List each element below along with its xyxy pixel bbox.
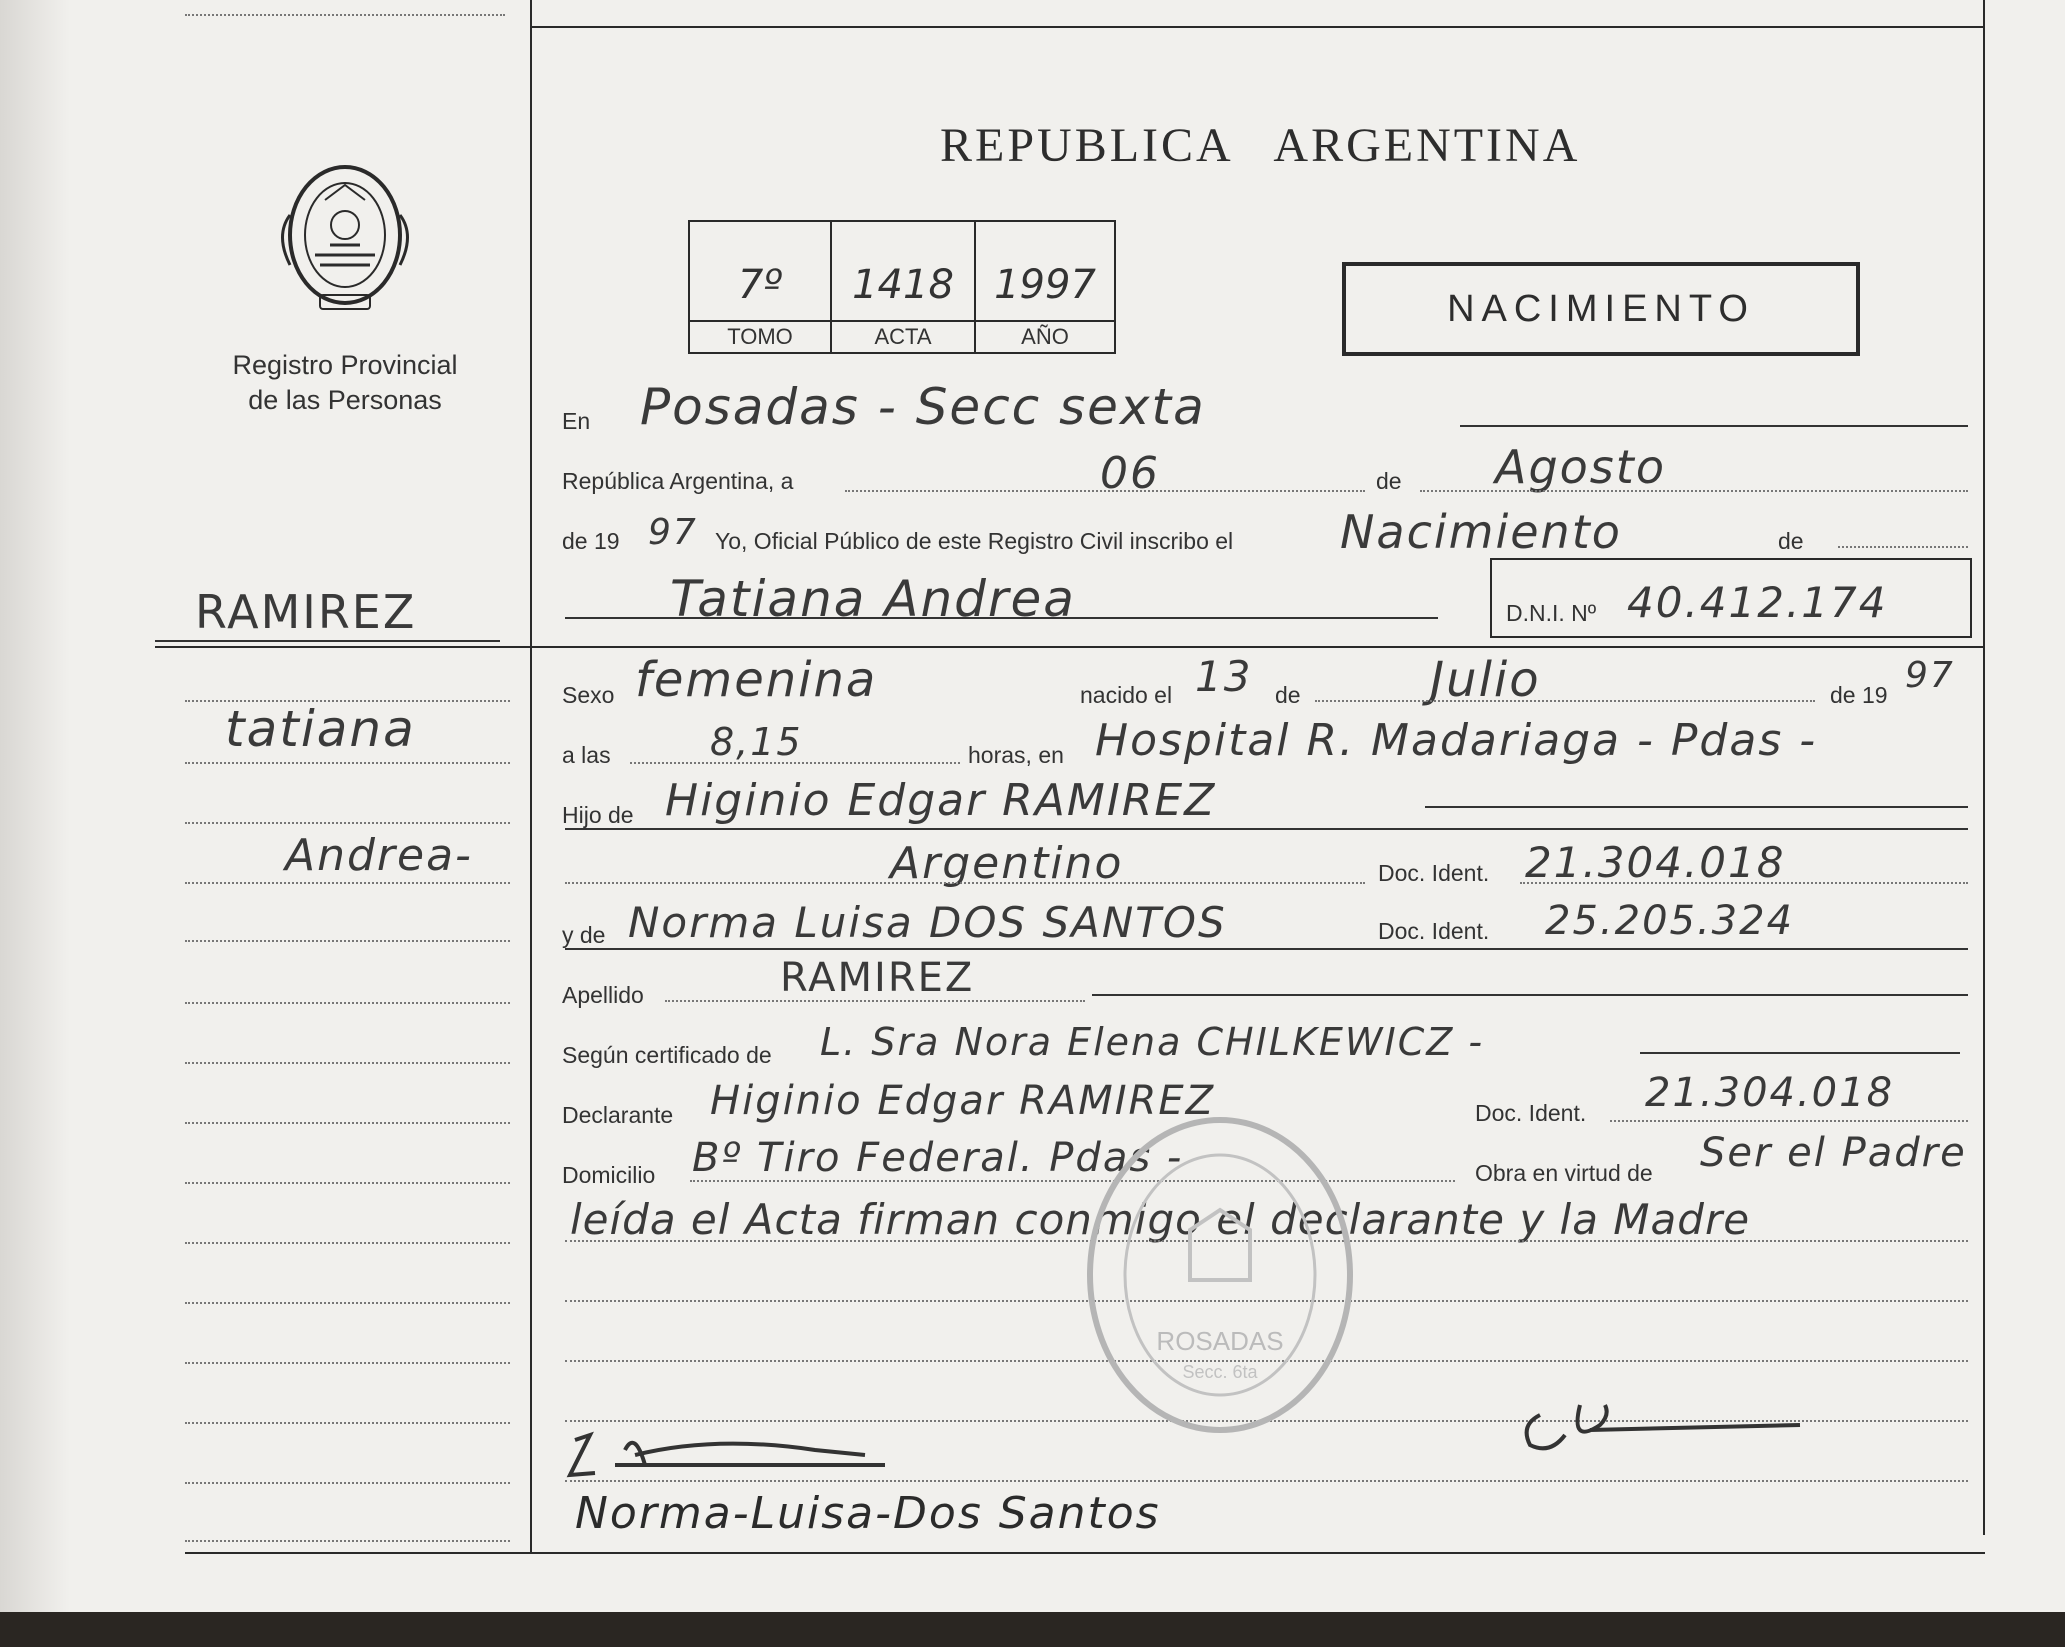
remarks-value: leída el Acta firman conmigo el declarante y la Madre [570,1195,1751,1244]
birth-month-value: Julio [1430,652,1541,708]
margin-line [185,1002,510,1004]
month-line [1420,490,1968,492]
margin-line [185,1540,510,1542]
margin-line [185,1242,510,1244]
misiones-emblem-icon [270,155,420,320]
anio-value: 1997 [994,262,1096,308]
margin-second-name: Andrea- [285,830,473,881]
margin-line [185,940,510,942]
registry-seal-stamp [1080,1110,1360,1440]
margin-first-name: tatiana [225,700,416,758]
top-dotted-line [185,14,505,16]
statement-label: Yo, Oficial Público de este Registro Civil inscribo el [715,528,1234,554]
apellido-line-right [1092,994,1968,996]
margin-line [185,1062,510,1064]
tomo-value: 7º [737,262,783,308]
nacido-label: nacido el [1080,682,1173,708]
mother-signature: Norma-Luisa-Dos Santos [575,1488,1161,1539]
father-doc-value: 21.304.018 [1525,838,1786,887]
time-value: 8,15 [710,720,803,764]
child-name-line [565,617,1438,619]
birth-year-label: de 19 [1830,682,1888,708]
en-label: En [562,408,591,434]
book-binding-shadow [0,0,70,1612]
declarante-label: Declarante [562,1102,674,1128]
mother-row-line [565,948,1968,950]
act-value: Nacimiento [1340,505,1622,559]
certificado-label: Según certificado de [562,1042,772,1068]
act-line [1838,546,1968,548]
bottom-border [185,1552,1985,1554]
year-value: 97 [648,512,698,553]
place-value: Hospital R. Madariaga - Pdas - [1095,715,1818,766]
margin-line [185,762,510,764]
margin-line [185,882,510,884]
certificado-value: L. Sra Nora Elena CHILKEWICZ - [820,1020,1485,1064]
apellido-value: RAMIREZ [780,955,975,1001]
obra-label: Obra en virtud de [1475,1160,1653,1186]
acta-value: 1418 [852,262,954,308]
sexo-value: femenina [635,652,878,708]
horas-label: horas, en [968,742,1064,768]
domicilio-label: Domicilio [562,1162,656,1188]
record-type-box: NACIMIENTO [1342,262,1860,356]
declarante-doc-label: Doc. Ident. [1475,1100,1587,1126]
domicilio-value: Bº Tiro Federal. Pdas - [692,1135,1184,1181]
birth-year-value: 97 [1905,655,1955,696]
anio-label: AÑO [976,320,1114,350]
left-column-divider [530,0,532,1552]
apellido-line [665,1000,1085,1002]
birth-month-line [1315,700,1815,702]
birth-month-de-label: de [1275,682,1301,708]
yde-label: y de [562,922,606,948]
right-border [1983,0,1985,1535]
anio-cell [976,222,1114,352]
margin-line [185,822,510,824]
father-name-value: Higinio Edgar RAMIREZ [665,775,1217,826]
top-border [530,26,1985,28]
en-value: Posadas - Secc sexta [640,378,1206,436]
dni-label: D.N.I. Nº [1506,600,1597,626]
seal-text: ROSADAS [1156,1326,1284,1356]
act-de-label: de [1778,528,1804,554]
father-row-divider [565,828,1968,830]
declarante-value: Higinio Edgar RAMIREZ [710,1078,1216,1124]
time-line [630,762,960,764]
tomo-label: TOMO [690,320,830,350]
margin-line [185,1422,510,1424]
margin-line [185,1122,510,1124]
dni-value: 40.412.174 [1627,578,1888,627]
registry-name-line1: Registro Provincial [232,350,458,380]
margin-surname-underline [155,640,500,642]
birth-day-value: 13 [1195,652,1253,701]
margin-surname: RAMIREZ [195,585,417,639]
year-prefix-label: de 19 [562,528,620,554]
obra-value: Ser el Padre [1700,1130,1967,1176]
alas-label: a las [562,742,611,768]
declarante-doc-line [1610,1120,1968,1122]
day-value: 06 [1100,448,1160,499]
acta-cell [832,222,976,352]
declarante-doc-value: 21.304.018 [1645,1070,1895,1116]
father-nationality-line [565,882,1365,884]
father-doc-line [1520,882,1968,884]
registry-name-line2: de las Personas [248,385,442,415]
apellido-label: Apellido [562,982,644,1008]
official-signature [1510,1385,1810,1465]
record-number-boxes [688,220,1116,354]
sexo-label: Sexo [562,682,615,708]
father-nationality-value: Argentino [890,838,1124,889]
father-doc-label: Doc. Ident. [1378,860,1490,886]
dni-box [1490,558,1972,638]
month-value: Agosto [1495,440,1666,494]
tomo-cell [690,222,832,352]
margin-line [185,1182,510,1184]
country-title: REPUBLICA ARGENTINA [940,119,1581,172]
margin-line [185,1482,510,1484]
registry-name [200,348,490,418]
month-de-label: de [1376,468,1402,494]
certificado-line [1640,1052,1960,1054]
margin-line [185,1302,510,1304]
hijo-label: Hijo de [562,802,634,828]
en-line [1460,425,1968,427]
acta-label: ACTA [832,320,974,350]
mother-name-value: Norma Luisa DOS SANTOS [628,898,1227,947]
mother-doc-label: Doc. Ident. [1378,918,1490,944]
seal-subtext: Secc. 6ta [1182,1362,1258,1382]
father-signature [565,1425,895,1495]
child-name-value: Tatiana Andrea [670,570,1076,628]
section-divider [155,646,1985,648]
father-name-line [1425,806,1968,808]
republica-label: República Argentina, a [562,468,794,494]
mother-doc-value: 25.205.324 [1545,898,1795,944]
margin-line [185,1362,510,1364]
